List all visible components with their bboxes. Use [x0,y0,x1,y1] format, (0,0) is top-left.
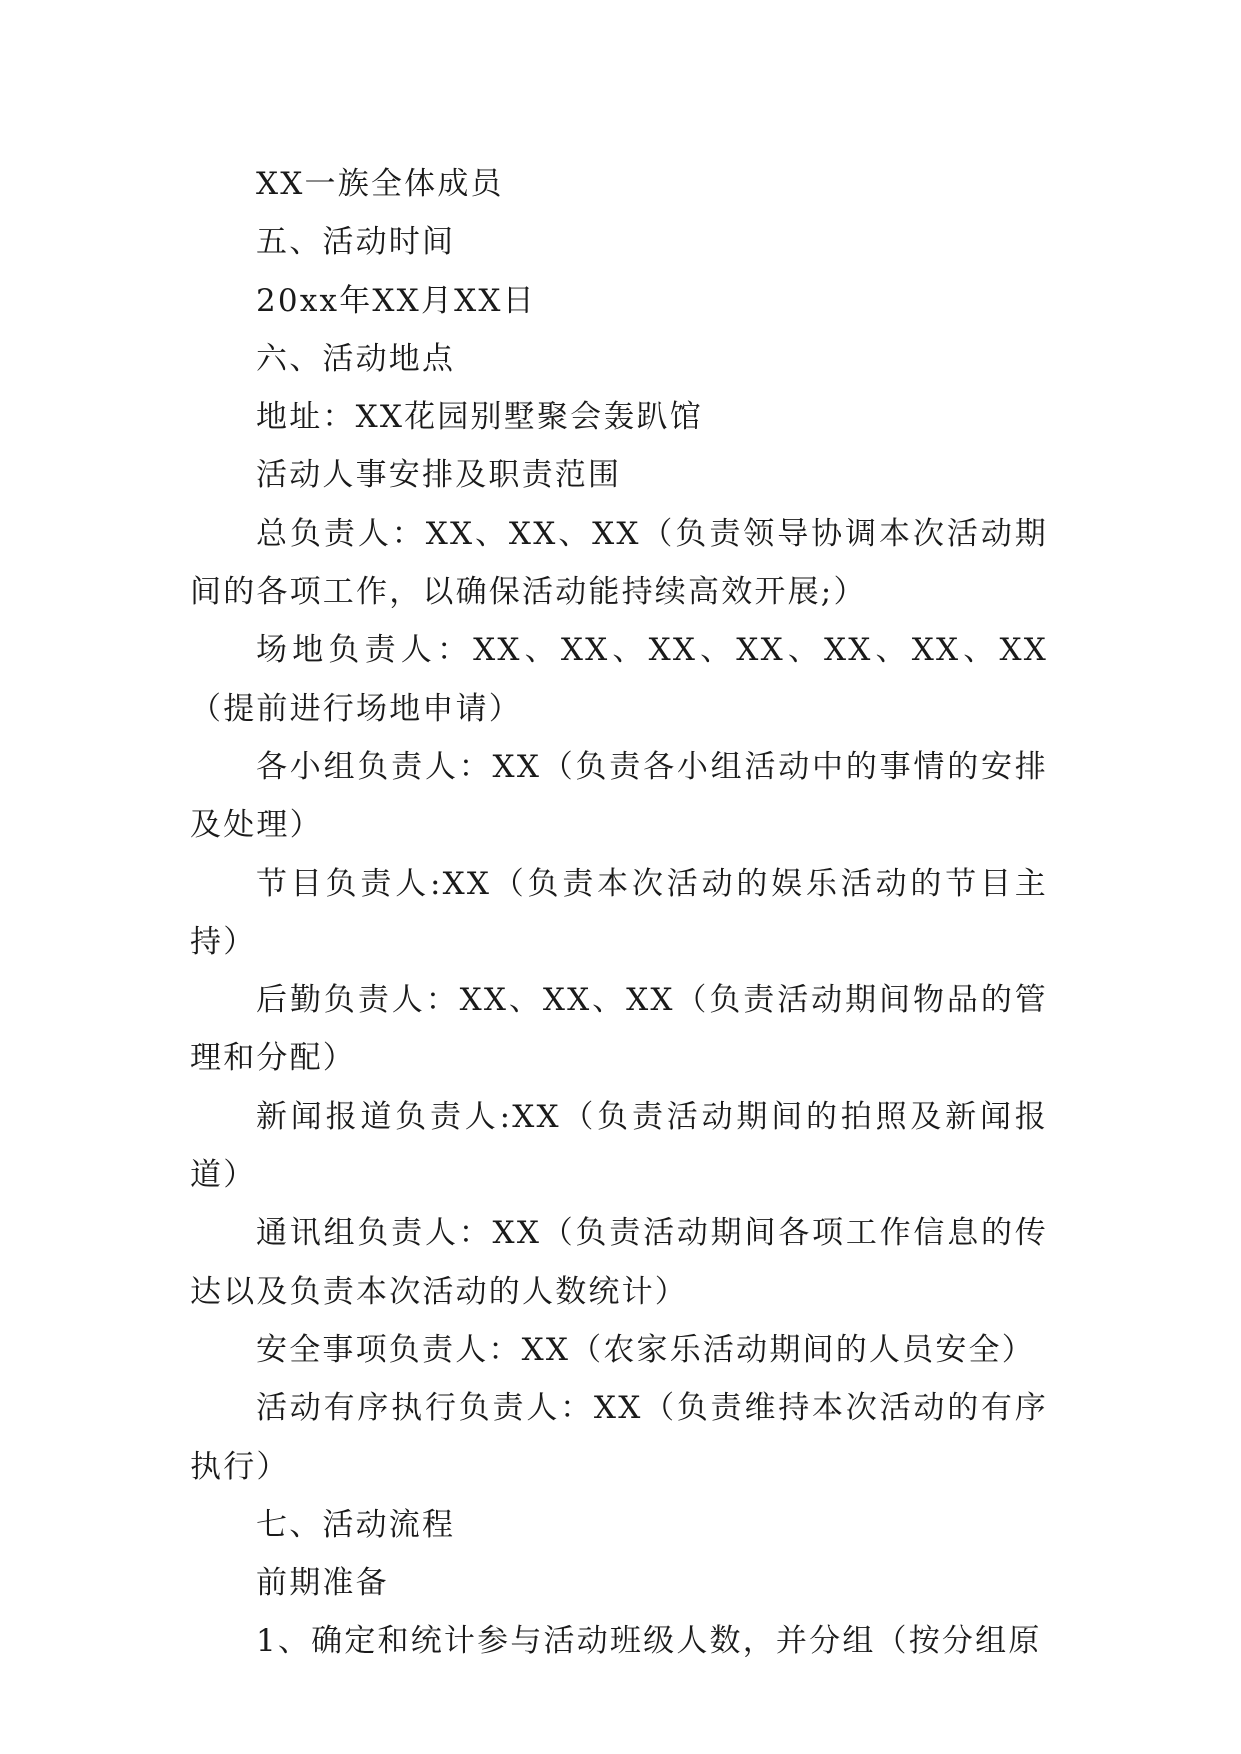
document-body [190,155,1048,1671]
paragraph-safety-in-charge: 安全事项负责人：XX（农家乐活动期间的人员安全） [256,1331,1035,1368]
paragraph-address: 地址：XX花园别墅聚会轰趴馆 [256,399,703,436]
paragraph-step-1: 1、确定和统计参与活动班级人数，并分组（按分组原 [256,1623,1042,1660]
paragraph-participants: XX一族全体成员 [256,166,504,202]
paragraph-chief-in-charge: 总负责人：XX、XX、XX（负责领导协调本次活动期间的各项工作，以确保活动能持续高效开展;） [190,515,1048,611]
heading-activity-process: 七、活动流程 [256,1506,456,1543]
paragraph-communication-in-charge: 通讯组负责人：XX（负责活动期间各项工作信息的传达以及负责本次活动的人数统计） [190,1215,1048,1310]
paragraph-order-in-charge: 活动有序执行负责人：XX（负责维持本次活动的有序执行） [190,1390,1048,1485]
heading-staff-arrangement: 活动人事安排及职责范围 [256,457,622,494]
paragraph-logistics-in-charge: 后勤负责人：XX、XX、XX（负责活动期间物品的管理和分配） [190,982,1048,1077]
paragraph-program-in-charge: 节目负责人:XX（负责本次活动的娱乐活动的节目主持） [190,865,1048,960]
heading-activity-location: 六、活动地点 [256,340,456,377]
heading-activity-time: 五、活动时间 [256,224,456,261]
paragraph-group-leaders: 各小组负责人：XX（负责各小组活动中的事情的安排及处理） [190,748,1048,844]
paragraph-activity-date: 20xx年XX月XX日 [256,282,536,319]
paragraph-news-in-charge: 新闻报道负责人:XX（负责活动期间的拍照及新闻报道） [190,1098,1048,1194]
paragraph-venue-in-charge: 场地负责人：XX、XX、XX、XX、XX、XX、XX（提前进行场地申请） [190,632,1048,727]
subheading-preparation: 前期准备 [256,1565,389,1602]
